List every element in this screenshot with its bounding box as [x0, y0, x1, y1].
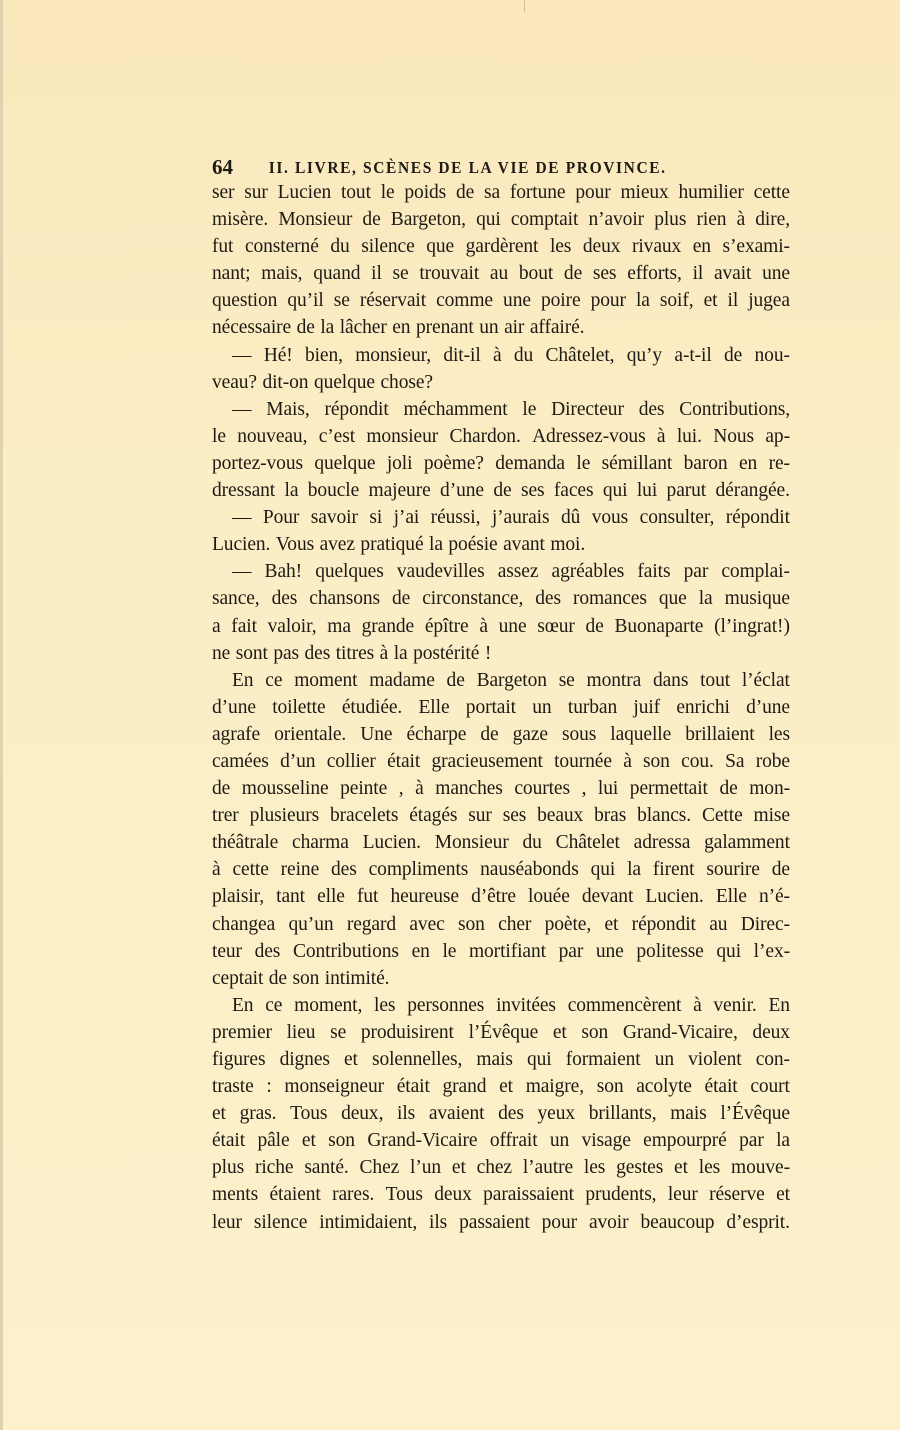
text-line: plus riche santé. Chez l’un et chez l’autre les gestes et les mouve- — [212, 1157, 790, 1179]
text-line: — Hé! bien, monsieur, dit-il à du Châtelet, qu’y a-t-il de nou- — [232, 344, 790, 366]
text-line: — Bah! quelques vaudevilles assez agréables faits par complai- — [232, 561, 790, 583]
text-line: portez-vous quelque joli poème? demanda le sémillant baron en re- — [212, 452, 790, 474]
text-line: a fait valoir, ma grande épître à une sœur de Buonaparte (l’ingrat!) — [212, 615, 790, 637]
text-line: ser sur Lucien tout le poids de sa fortune pour mieux humilier cette — [212, 182, 790, 203]
text-line: leur silence intimidaient, ils passaient pour avoir beaucoup d’esprit. — [212, 1211, 790, 1233]
text-line: camées d’un collier était gracieusement tournée à son cou. Sa robe — [212, 750, 790, 772]
text-line: fut consterné du silence que gardèrent les deux rivaux en s’exami- — [212, 236, 790, 258]
text-line: le nouveau, c’est monsieur Chardon. Adressez-vous à lui. Nous ap- — [212, 425, 790, 447]
text-line: — Pour savoir si j’ai réussi, j’aurais dû vous consulter, répondit — [232, 507, 790, 529]
text-line: veau? dit-on quelque chose? — [212, 371, 433, 393]
text-line: misère. Monsieur de Bargeton, qui comptait n’avoir plus rien à dire, — [212, 209, 790, 231]
text-line: question qu’il se réservait comme une poire pour la soif, et il jugea — [212, 290, 790, 312]
text-line: teur des Contributions en le mortifiant par une politesse qui l’ex- — [212, 940, 790, 962]
text-line: — Mais, répondit méchamment le Directeur des Contributions, — [232, 398, 790, 420]
text-line: trer plusieurs bracelets étagés sur ses beaux bras blancs. Cette mise — [212, 805, 790, 827]
text-line: sance, des chansons de circonstance, des romances que la musique — [212, 588, 790, 610]
text-line: plaisir, tant elle fut heureuse d’être louée devant Lucien. Elle n’é- — [212, 886, 790, 908]
text-line: à cette reine des compliments nauséabonds qui la firent sourire de — [212, 859, 790, 881]
body-text — [212, 179, 790, 1236]
text-line: nécessaire de la lâcher en prenant un air affairé. — [212, 317, 585, 339]
text-line: traste : monseigneur était grand et maigre, son acolyte était court — [212, 1076, 790, 1098]
text-line: théâtrale charma Lucien. Monsieur du Châtelet adressa galamment — [212, 832, 790, 854]
text-line: premier lieu se produisirent l’Évêque et son Grand-Vicaire, deux — [212, 1021, 790, 1043]
running-title: II. LIVRE, SCÈNES DE LA VIE DE PROVINCE. — [268, 158, 667, 178]
text-line: agrafe orientale. Une écharpe de gaze sous laquelle brillaient les — [212, 723, 790, 745]
text-line: figures dignes et solennelles, mais qui formaient un violent con- — [212, 1049, 790, 1070]
text-line: nant; mais, quand il se trouvait au bout de ses efforts, il avait une — [212, 263, 790, 285]
text-line: était pâle et son Grand-Vicaire offrait un visage empourpré par la — [212, 1130, 790, 1152]
binding-mark — [524, 0, 525, 12]
text-line: et gras. Tous deux, ils avaient des yeux brillants, mais l’Évêque — [212, 1103, 790, 1125]
text-line: d’une toilette étudiée. Elle portait un turban juif enrichi d’une — [212, 696, 790, 718]
page-edge — [0, 0, 3, 1430]
text-line: ne sont pas des titres à la postérité ! — [212, 642, 492, 664]
text-line: Lucien. Vous avez pratiqué la poésie avant moi. — [212, 534, 586, 556]
text-line: dressant la boucle majeure d’une de ses faces qui lui parut dérangée. — [212, 480, 790, 502]
text-line: En ce moment, les personnes invitées commencèrent à venir. En — [232, 994, 790, 1016]
text-line: En ce moment madame de Bargeton se montra dans tout l’éclat — [232, 669, 790, 691]
page-number: 64 — [212, 155, 233, 179]
text-line: ceptait de son intimité. — [212, 967, 390, 989]
text-line: changea qu’un regard avec son cher poète, et répondit au Direc- — [212, 913, 790, 935]
text-line: ments étaient rares. Tous deux paraissaient prudents, leur réserve et — [212, 1184, 790, 1206]
text-line: de mousseline peinte , à manches courtes , lui permettait de mon- — [212, 778, 790, 800]
